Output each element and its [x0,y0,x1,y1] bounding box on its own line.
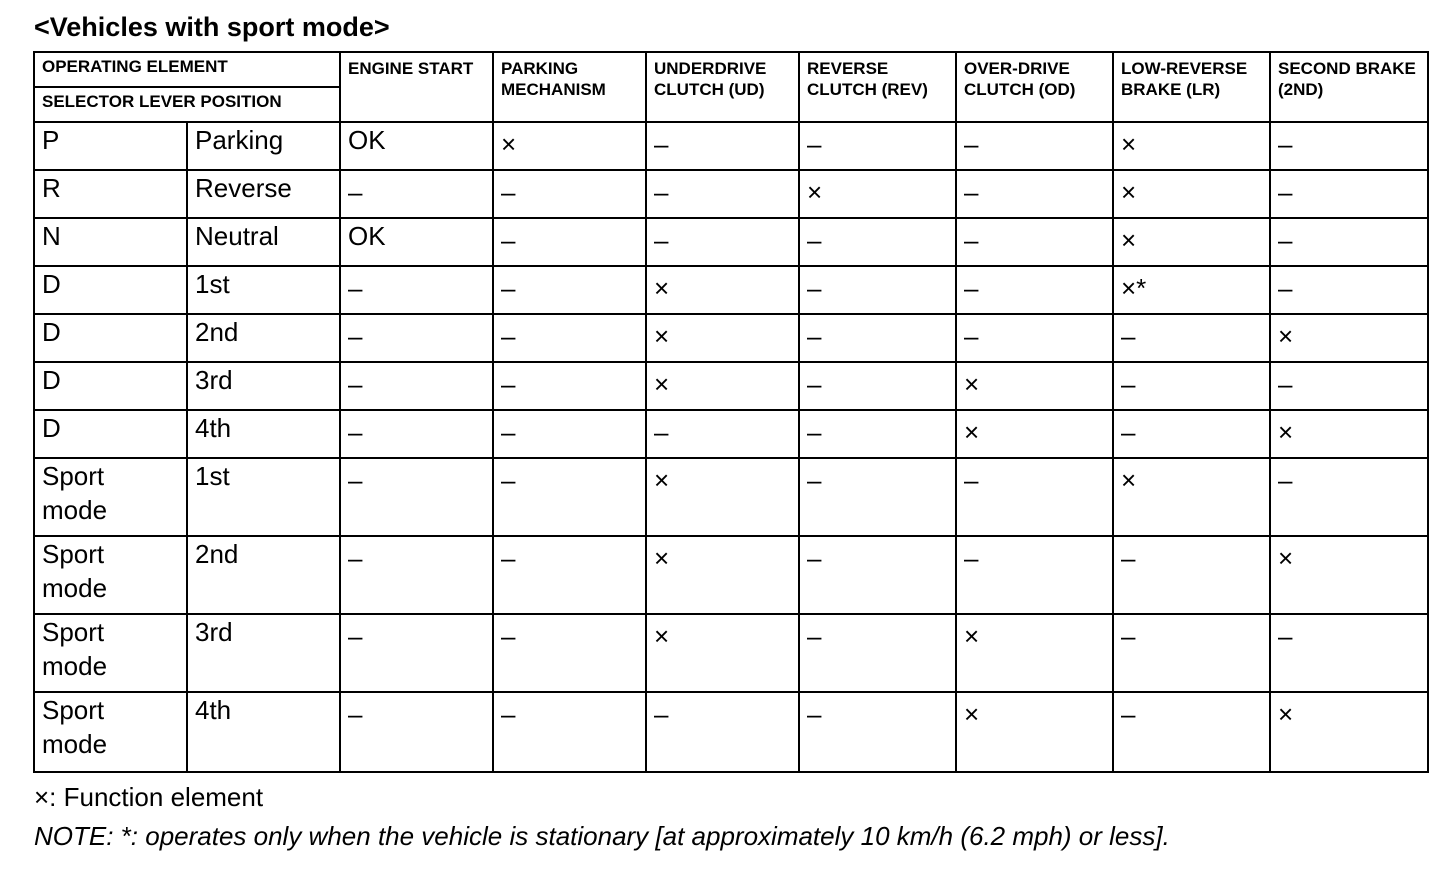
status-cell: – [799,410,956,458]
legend: ×: Function element [34,782,264,812]
status-cell: – [799,314,956,362]
gear-cell: 2nd [187,536,340,614]
status-cell: × [646,314,799,362]
gear-cell: 3rd [187,362,340,410]
status-cell: × [646,362,799,410]
status-cell: – [493,614,646,692]
table-row [34,614,1428,692]
status-cell: – [340,614,493,692]
status-cell: – [340,314,493,362]
selector-position-cell: D [34,314,187,362]
gear-cell: 4th [187,410,340,458]
selector-position-cell: D [34,362,187,410]
gear-cell: 1st [187,458,340,536]
status-cell: – [340,692,493,772]
status-cell: – [493,266,646,314]
selector-position-cell: N [34,218,187,266]
status-cell: – [956,170,1113,218]
status-cell: – [340,536,493,614]
status-cell: – [493,410,646,458]
status-cell: × [493,122,646,170]
status-cell: × [1113,170,1270,218]
status-cell: – [493,692,646,772]
status-cell: – [956,536,1113,614]
gear-cell: 4th [187,692,340,772]
table-row [34,218,1428,266]
column-header: OVER-DRIVE CLUTCH (OD) [956,52,1113,122]
status-cell: – [1113,692,1270,772]
status-cell: – [799,122,956,170]
status-cell: – [1113,314,1270,362]
status-cell: – [1270,458,1428,536]
table-row [34,266,1428,314]
selector-position-cell: D [34,410,187,458]
status-cell: – [1270,170,1428,218]
status-cell: – [340,362,493,410]
status-cell: – [340,458,493,536]
selector-position-cell: Sport mode [34,458,187,536]
column-header: PARKING MECHANISM [493,52,646,122]
column-header: LOW-REVERSE BRAKE (LR) [1113,52,1270,122]
status-cell: × [1270,692,1428,772]
status-cell: – [493,170,646,218]
status-cell: – [799,218,956,266]
selector-position-cell: R [34,170,187,218]
table-row [34,692,1428,772]
column-header: UNDERDRIVE CLUTCH (UD) [646,52,799,122]
table-row [34,122,1428,170]
status-cell: – [799,614,956,692]
table-row [34,314,1428,362]
status-cell: × [646,458,799,536]
status-cell: × [956,614,1113,692]
status-cell: – [1270,362,1428,410]
selector-lever-position-header: SELECTOR LEVER POSITION [34,87,340,122]
status-cell: – [1270,122,1428,170]
selector-position-cell: P [34,122,187,170]
operating-element-header: OPERATING ELEMENT [34,52,340,87]
status-cell: – [646,122,799,170]
status-cell: – [956,314,1113,362]
gear-cell: Reverse [187,170,340,218]
status-cell: – [646,692,799,772]
status-cell: × [646,614,799,692]
status-cell: – [1270,266,1428,314]
gear-cell: 2nd [187,314,340,362]
footnote: NOTE: *: operates only when the vehicle is stationary [at approximately 10 km/h (6.2 mph) or less]. [34,821,1170,851]
status-cell: × [1113,122,1270,170]
operating-element-table [33,51,1429,773]
status-cell: – [799,266,956,314]
status-cell: – [1113,614,1270,692]
column-header: ENGINE START [340,52,493,122]
status-cell: – [493,314,646,362]
status-cell: × [1270,314,1428,362]
status-cell: – [799,362,956,410]
column-header: REVERSE CLUTCH (REV) [799,52,956,122]
status-cell: – [340,410,493,458]
header-row [34,52,1428,87]
status-cell: OK [340,122,493,170]
gear-cell: 1st [187,266,340,314]
status-cell: – [956,218,1113,266]
status-cell: × [646,266,799,314]
status-cell: – [493,362,646,410]
status-cell: – [1113,362,1270,410]
status-cell: – [956,266,1113,314]
gear-cell: Parking [187,122,340,170]
selector-position-cell: D [34,266,187,314]
status-cell: – [1113,410,1270,458]
selector-position-cell: Sport mode [34,692,187,772]
selector-position-cell: Sport mode [34,614,187,692]
status-cell: – [340,170,493,218]
status-cell: – [1270,614,1428,692]
status-cell: – [799,458,956,536]
status-cell: – [493,458,646,536]
column-header: SECOND BRAKE (2ND) [1270,52,1428,122]
status-cell: – [799,692,956,772]
table-row [34,362,1428,410]
table-row [34,536,1428,614]
status-cell: – [1270,218,1428,266]
status-cell: ×* [1113,266,1270,314]
status-cell: × [799,170,956,218]
status-cell: × [646,536,799,614]
status-cell: × [956,692,1113,772]
status-cell: – [340,266,493,314]
table-row [34,170,1428,218]
status-cell: × [1270,536,1428,614]
status-cell: – [956,458,1113,536]
status-cell: × [956,410,1113,458]
status-cell: – [799,536,956,614]
status-cell: – [1113,536,1270,614]
page-title: <Vehicles with sport mode> [34,12,390,42]
gear-cell: Neutral [187,218,340,266]
status-cell: – [646,170,799,218]
status-cell: OK [340,218,493,266]
table-row [34,458,1428,536]
status-cell: – [646,218,799,266]
status-cell: – [493,536,646,614]
table-row [34,410,1428,458]
status-cell: × [1113,218,1270,266]
status-cell: – [493,218,646,266]
status-cell: × [1270,410,1428,458]
status-cell: – [956,122,1113,170]
status-cell: – [646,410,799,458]
status-cell: × [956,362,1113,410]
status-cell: × [1113,458,1270,536]
gear-cell: 3rd [187,614,340,692]
selector-position-cell: Sport mode [34,536,187,614]
